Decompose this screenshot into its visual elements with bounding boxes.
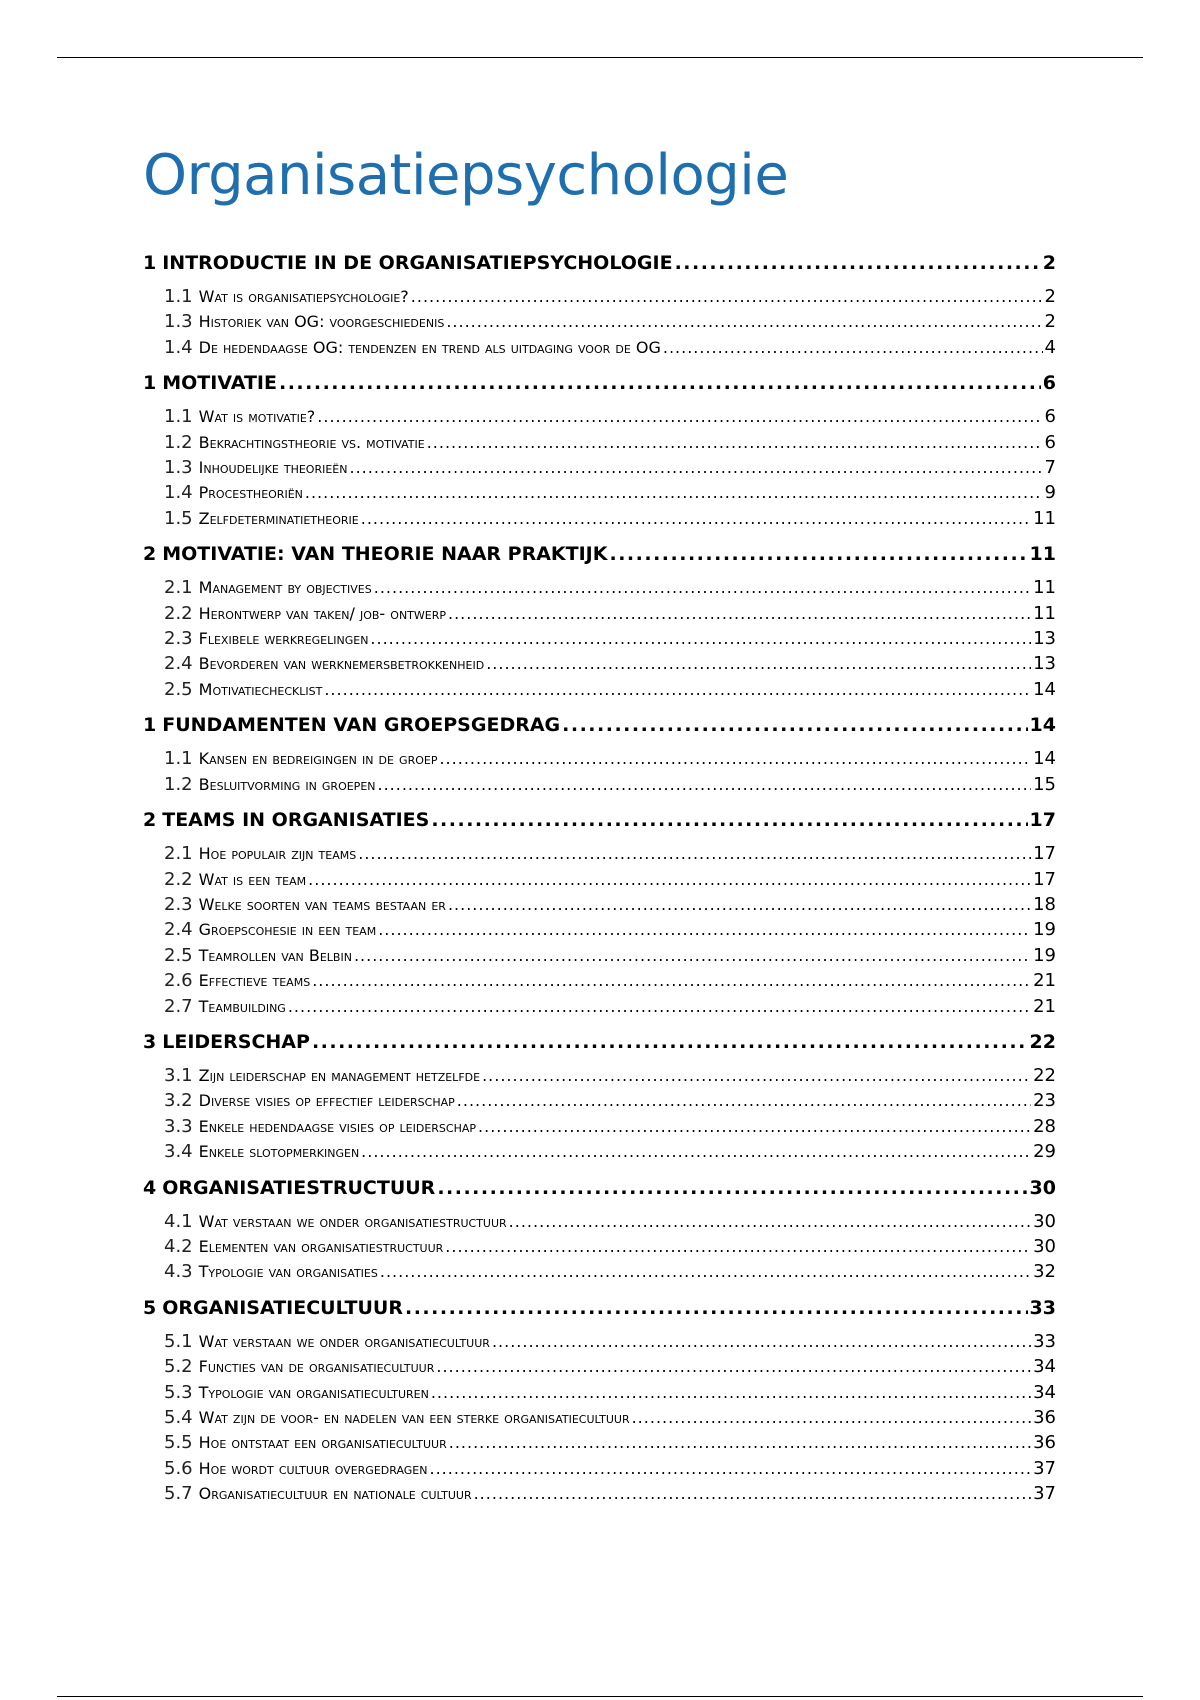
toc-section-number: 1.1: [164, 748, 193, 770]
toc-page-number: 11: [1033, 577, 1056, 599]
toc-page-number: 17: [1029, 809, 1056, 832]
toc-dot-leader: [439, 746, 1031, 771]
toc-section-number: 1.2: [164, 431, 193, 453]
toc-section-number: 3.1: [164, 1064, 193, 1086]
toc-chapter-title: LEIDERSCHAP: [162, 1030, 310, 1053]
toc-page-number: 37: [1033, 1483, 1056, 1505]
toc-dot-leader: [609, 541, 1027, 567]
toc-section-entry[interactable]: [143, 335, 1056, 360]
toc-section-title: Wat zijn de voor- en nadelen van een sterke organisatiecultuur: [198, 1408, 630, 1427]
toc-dot-leader: [288, 994, 1031, 1019]
toc-section-title: Enkele slotopmerkingen: [198, 1142, 360, 1162]
toc-dot-leader: [509, 1209, 1031, 1234]
toc-section-number: 5.7: [164, 1483, 193, 1505]
toc-section-title: Management by objectives: [198, 578, 372, 598]
toc-section-title: Zijn leiderschap en management hetzelfde: [198, 1065, 481, 1085]
toc-dot-leader: [449, 1430, 1031, 1455]
toc-chapter-number: 4: [143, 1176, 157, 1199]
table-of-contents: [143, 250, 1056, 1507]
toc-section-entry[interactable]: [143, 1456, 1056, 1481]
toc-section-entry[interactable]: [143, 1430, 1056, 1455]
toc-dot-leader: [308, 867, 1031, 892]
toc-section-entry[interactable]: [143, 601, 1056, 626]
toc-section-entry[interactable]: [143, 1259, 1056, 1284]
toc-section-title: Procestheoriën: [198, 483, 303, 503]
toc-section-entry[interactable]: [143, 626, 1056, 651]
toc-section-title: Wat verstaan we onder organisatiestructuur: [198, 1211, 507, 1231]
toc-page-number: 11: [1029, 543, 1056, 566]
toc-dot-leader: [478, 1114, 1031, 1139]
toc-page-number: 30: [1033, 1235, 1056, 1257]
toc-chapter-entry[interactable]: [143, 712, 1056, 738]
toc-section-number: 1.4: [164, 482, 193, 504]
toc-section-number: 2.4: [164, 653, 193, 675]
toc-page-number: 34: [1033, 1381, 1056, 1403]
toc-dot-leader: [675, 250, 1041, 276]
toc-page-number: 2: [1042, 252, 1056, 274]
toc-section-title: Kansen en bedreigingen in de groep: [198, 749, 438, 769]
toc-page-number: 33: [1033, 1330, 1056, 1352]
toc-section-number: 2.5: [164, 678, 193, 700]
toc-page-number: 22: [1029, 1030, 1056, 1053]
toc-page-number: 17: [1033, 843, 1056, 865]
toc-dot-leader: [429, 1456, 1031, 1481]
toc-chapter-entry[interactable]: [143, 250, 1056, 276]
toc-page-number: 34: [1033, 1356, 1056, 1378]
toc-dot-leader: [324, 677, 1031, 702]
toc-dot-leader: [492, 1329, 1031, 1354]
toc-page-number: 9: [1044, 482, 1056, 504]
toc-section-entry[interactable]: [143, 867, 1056, 892]
toc-page-number: 2: [1044, 311, 1056, 333]
toc-chapter-number: 3: [143, 1030, 157, 1053]
header-rule: [57, 57, 1143, 58]
toc-section-title: Besluitvorming in groepen: [198, 774, 376, 794]
toc-section-number: 1.4: [164, 336, 193, 358]
toc-chapter-number: 1: [143, 252, 157, 274]
toc-section-number: 3.4: [164, 1141, 193, 1163]
toc-section-number: 3.2: [164, 1090, 193, 1112]
toc-section-number: 2.3: [164, 628, 193, 650]
toc-section-number: 2.7: [164, 995, 193, 1017]
toc-dot-leader: [632, 1405, 1032, 1430]
toc-section-entry[interactable]: [143, 968, 1056, 993]
toc-dot-leader: [431, 1380, 1031, 1405]
toc-page-number: 11: [1033, 507, 1056, 529]
toc-section-entry[interactable]: [143, 1139, 1056, 1164]
toc-section-title: Bekrachtingstheorie vs. motivatie: [198, 432, 425, 452]
toc-section-number: 5.6: [164, 1457, 193, 1479]
toc-section-number: 1.5: [164, 507, 193, 529]
toc-section-number: 4.2: [164, 1235, 193, 1257]
toc-dot-leader: [279, 370, 1041, 396]
toc-section-entry[interactable]: [143, 892, 1056, 917]
toc-page-number: 33: [1029, 1296, 1056, 1319]
toc-dot-leader: [663, 335, 1043, 360]
toc-section-entry[interactable]: [143, 841, 1056, 866]
toc-chapter-title: INTRODUCTIE IN DE ORGANISATIEPSYCHOLOGIE: [162, 252, 673, 274]
toc-dot-leader: [361, 506, 1031, 531]
toc-page-number: 22: [1033, 1064, 1056, 1086]
toc-chapter-entry[interactable]: [143, 1175, 1056, 1201]
toc-section-title: Diverse visies op effectief leiderschap: [198, 1091, 455, 1111]
toc-section-number: 1.3: [164, 311, 193, 333]
toc-section-entry[interactable]: [143, 430, 1056, 455]
toc-dot-leader: [312, 968, 1031, 993]
toc-page-number: 29: [1033, 1141, 1056, 1163]
toc-section-title: Welke soorten van teams bestaan er: [198, 894, 446, 914]
toc-dot-leader: [361, 1139, 1031, 1164]
toc-section-number: 1.2: [164, 773, 193, 795]
document-title: Organisatiepsychologie: [143, 143, 789, 208]
toc-section-number: 1.3: [164, 457, 193, 479]
toc-section-number: 2.5: [164, 944, 193, 966]
toc-dot-leader: [436, 1354, 1031, 1379]
toc-section-title: De hedendaagse OG: tendenzen en trend als uitdaging voor de OG: [198, 337, 661, 357]
toc-chapter-number: 2: [143, 543, 157, 566]
toc-dot-leader: [445, 1234, 1031, 1259]
toc-section-entry[interactable]: [143, 772, 1056, 797]
toc-page-number: 6: [1044, 406, 1056, 428]
toc-page-number: 36: [1033, 1407, 1056, 1428]
toc-section-title: Groepscohesie in een team: [198, 920, 377, 940]
toc-page-number: 15: [1033, 773, 1056, 795]
toc-dot-leader: [374, 575, 1031, 600]
toc-section-entry[interactable]: [143, 575, 1056, 600]
toc-section-title: Teambuilding: [198, 996, 286, 1016]
toc-chapter-number: 1: [143, 714, 157, 737]
toc-dot-leader: [448, 601, 1031, 626]
toc-section-entry[interactable]: [143, 1234, 1056, 1259]
toc-section-title: Hoe populair zijn teams: [198, 844, 357, 864]
toc-section-entry[interactable]: [143, 480, 1056, 505]
toc-section-entry[interactable]: [143, 943, 1056, 968]
toc-page-number: 4: [1044, 336, 1056, 358]
toc-chapter-number: 2: [143, 809, 157, 832]
toc-section-title: Wat is motivatie?: [198, 407, 316, 427]
toc-dot-leader: [474, 1481, 1032, 1506]
toc-chapter-title: ORGANISATIESTRUCTUUR: [162, 1176, 436, 1199]
toc-section-entry[interactable]: [143, 1088, 1056, 1113]
toc-dot-leader: [482, 1063, 1031, 1088]
toc-chapter-title: ORGANISATIECULTUUR: [162, 1296, 403, 1319]
toc-page-number: 14: [1033, 748, 1056, 770]
toc-page-number: 17: [1033, 868, 1056, 890]
toc-section-entry[interactable]: [143, 1380, 1056, 1405]
toc-dot-leader: [437, 1175, 1027, 1201]
toc-page-number: 13: [1033, 628, 1056, 650]
toc-page-number: 19: [1033, 944, 1056, 966]
toc-section-number: 2.3: [164, 893, 193, 915]
toc-section-title: Wat is een team: [198, 869, 307, 889]
toc-section-title: Functies van de organisatiecultuur: [198, 1357, 435, 1377]
toc-dot-leader: [354, 943, 1031, 968]
toc-section-number: 2.1: [164, 577, 193, 599]
toc-dot-leader: [312, 1029, 1028, 1055]
toc-section-entry[interactable]: [143, 455, 1056, 480]
toc-section-title: Organisatiecultuur en nationale cultuur: [198, 1484, 472, 1504]
toc-section-title: Elementen van organisatiestructuur: [198, 1236, 444, 1256]
toc-section-number: 2.4: [164, 919, 193, 941]
toc-section-number: 5.2: [164, 1356, 193, 1378]
toc-page-number: 13: [1033, 653, 1056, 675]
toc-section-entry[interactable]: [143, 651, 1056, 676]
toc-section-title: Teamrollen van Belbin: [198, 945, 352, 965]
toc-chapter-title: MOTIVATIE: VAN THEORIE NAAR PRAKTIJK: [162, 543, 608, 566]
toc-dot-leader: [317, 404, 1042, 429]
toc-section-entry[interactable]: [143, 1329, 1056, 1354]
toc-section-number: 1.1: [164, 406, 193, 428]
toc-dot-leader: [486, 651, 1031, 676]
toc-section-entry[interactable]: [143, 1354, 1056, 1379]
toc-dot-leader: [349, 455, 1042, 480]
toc-section-entry[interactable]: [143, 1063, 1056, 1088]
toc-section-number: 5.5: [164, 1432, 193, 1454]
toc-section-title: Historiek van OG: voorgeschiedenis: [198, 312, 445, 332]
toc-section-title: Herontwerp van taken/ job- ontwerp: [198, 603, 446, 623]
toc-section-title: Flexibele werkregelingen: [198, 629, 369, 649]
toc-section-number: 2.2: [164, 868, 193, 890]
toc-page-number: 37: [1033, 1457, 1056, 1479]
toc-chapter-entry[interactable]: [143, 1295, 1056, 1321]
toc-page-number: 6: [1044, 431, 1056, 453]
toc-dot-leader: [405, 1295, 1028, 1321]
toc-page-number: 30: [1033, 1210, 1056, 1232]
toc-section-number: 1.1: [164, 286, 193, 307]
toc-dot-leader: [446, 309, 1042, 334]
toc-section-title: Enkele hedendaagse visies op leiderschap: [198, 1116, 477, 1136]
footer-rule: [57, 1696, 1143, 1697]
toc-dot-leader: [448, 892, 1031, 917]
toc-section-entry[interactable]: [143, 994, 1056, 1019]
toc-section-title: Wat verstaan we onder organisatiecultuur: [198, 1331, 490, 1351]
toc-chapter-entry[interactable]: [143, 1029, 1056, 1055]
toc-section-entry[interactable]: [143, 404, 1056, 429]
toc-section-number: 5.4: [164, 1407, 193, 1428]
toc-section-entry[interactable]: [143, 1481, 1056, 1506]
toc-section-title: Inhoudelijke theorieën: [198, 458, 348, 478]
toc-section-entry[interactable]: [143, 309, 1056, 334]
toc-dot-leader: [380, 1259, 1031, 1284]
toc-section-entry[interactable]: [143, 284, 1056, 309]
toc-section-title: Zelfdeterminatietheorie: [198, 508, 359, 528]
toc-page-number: 11: [1033, 602, 1056, 624]
toc-page-number: 36: [1033, 1432, 1056, 1454]
toc-section-title: Motivatiechecklist: [198, 679, 323, 699]
toc-page-number: 30: [1029, 1176, 1056, 1199]
toc-section-number: 2.2: [164, 602, 193, 624]
toc-page-number: 2: [1044, 286, 1056, 307]
toc-section-number: 3.3: [164, 1115, 193, 1137]
toc-section-entry[interactable]: [143, 677, 1056, 702]
toc-dot-leader: [378, 772, 1032, 797]
toc-section-entry[interactable]: [143, 506, 1056, 531]
toc-dot-leader: [378, 917, 1031, 942]
toc-chapter-title: MOTIVATIE: [162, 372, 277, 395]
toc-page-number: 23: [1033, 1090, 1056, 1112]
toc-section-title: Wat is organisatiepsychologie?: [198, 287, 409, 306]
toc-section-title: Hoe wordt cultuur overgedragen: [198, 1458, 428, 1478]
toc-chapter-entry[interactable]: [143, 807, 1056, 833]
toc-chapter-entry[interactable]: [143, 541, 1056, 567]
toc-section-entry[interactable]: [143, 1209, 1056, 1234]
toc-section-entry[interactable]: [143, 746, 1056, 771]
toc-section-title: Bevorderen van werknemersbetrokkenheid: [198, 654, 485, 674]
toc-dot-leader: [562, 712, 1027, 738]
toc-section-title: Typologie van organisatieculturen: [198, 1382, 429, 1402]
toc-dot-leader: [457, 1088, 1031, 1113]
toc-page-number: 6: [1042, 372, 1056, 395]
toc-section-number: 2.6: [164, 970, 193, 992]
toc-section-number: 2.1: [164, 843, 193, 865]
toc-section-entry[interactable]: [143, 917, 1056, 942]
toc-section-entry[interactable]: [143, 1405, 1056, 1430]
toc-page-number: 19: [1033, 919, 1056, 941]
toc-dot-leader: [411, 284, 1043, 309]
toc-section-number: 4.3: [164, 1261, 193, 1283]
toc-page-number: 7: [1044, 457, 1056, 479]
toc-section-number: 5.1: [164, 1330, 193, 1352]
toc-dot-leader: [358, 841, 1031, 866]
toc-dot-leader: [427, 430, 1043, 455]
toc-section-title: Hoe ontstaat een organisatiecultuur: [198, 1433, 447, 1453]
toc-section-number: 5.3: [164, 1381, 193, 1403]
toc-dot-leader: [305, 480, 1043, 505]
toc-page-number: 18: [1033, 893, 1056, 915]
toc-page-number: 21: [1033, 970, 1056, 992]
toc-page-number: 28: [1033, 1115, 1056, 1137]
toc-section-number: 4.1: [164, 1210, 193, 1232]
toc-dot-leader: [370, 626, 1031, 651]
toc-chapter-title: FUNDAMENTEN VAN GROEPSGEDRAG: [162, 714, 561, 737]
toc-chapter-entry[interactable]: [143, 370, 1056, 396]
toc-chapter-number: 1: [143, 372, 157, 395]
toc-section-entry[interactable]: [143, 1114, 1056, 1139]
toc-section-title: Typologie van organisaties: [198, 1262, 378, 1282]
toc-page-number: 14: [1029, 714, 1056, 737]
toc-page-number: 32: [1033, 1261, 1056, 1283]
toc-chapter-number: 5: [143, 1296, 157, 1319]
toc-page-number: 21: [1033, 995, 1056, 1017]
toc-section-title: Effectieve teams: [198, 971, 311, 991]
toc-dot-leader: [431, 807, 1027, 833]
toc-chapter-title: TEAMS IN ORGANISATIES: [162, 809, 430, 832]
toc-page-number: 14: [1033, 678, 1056, 700]
